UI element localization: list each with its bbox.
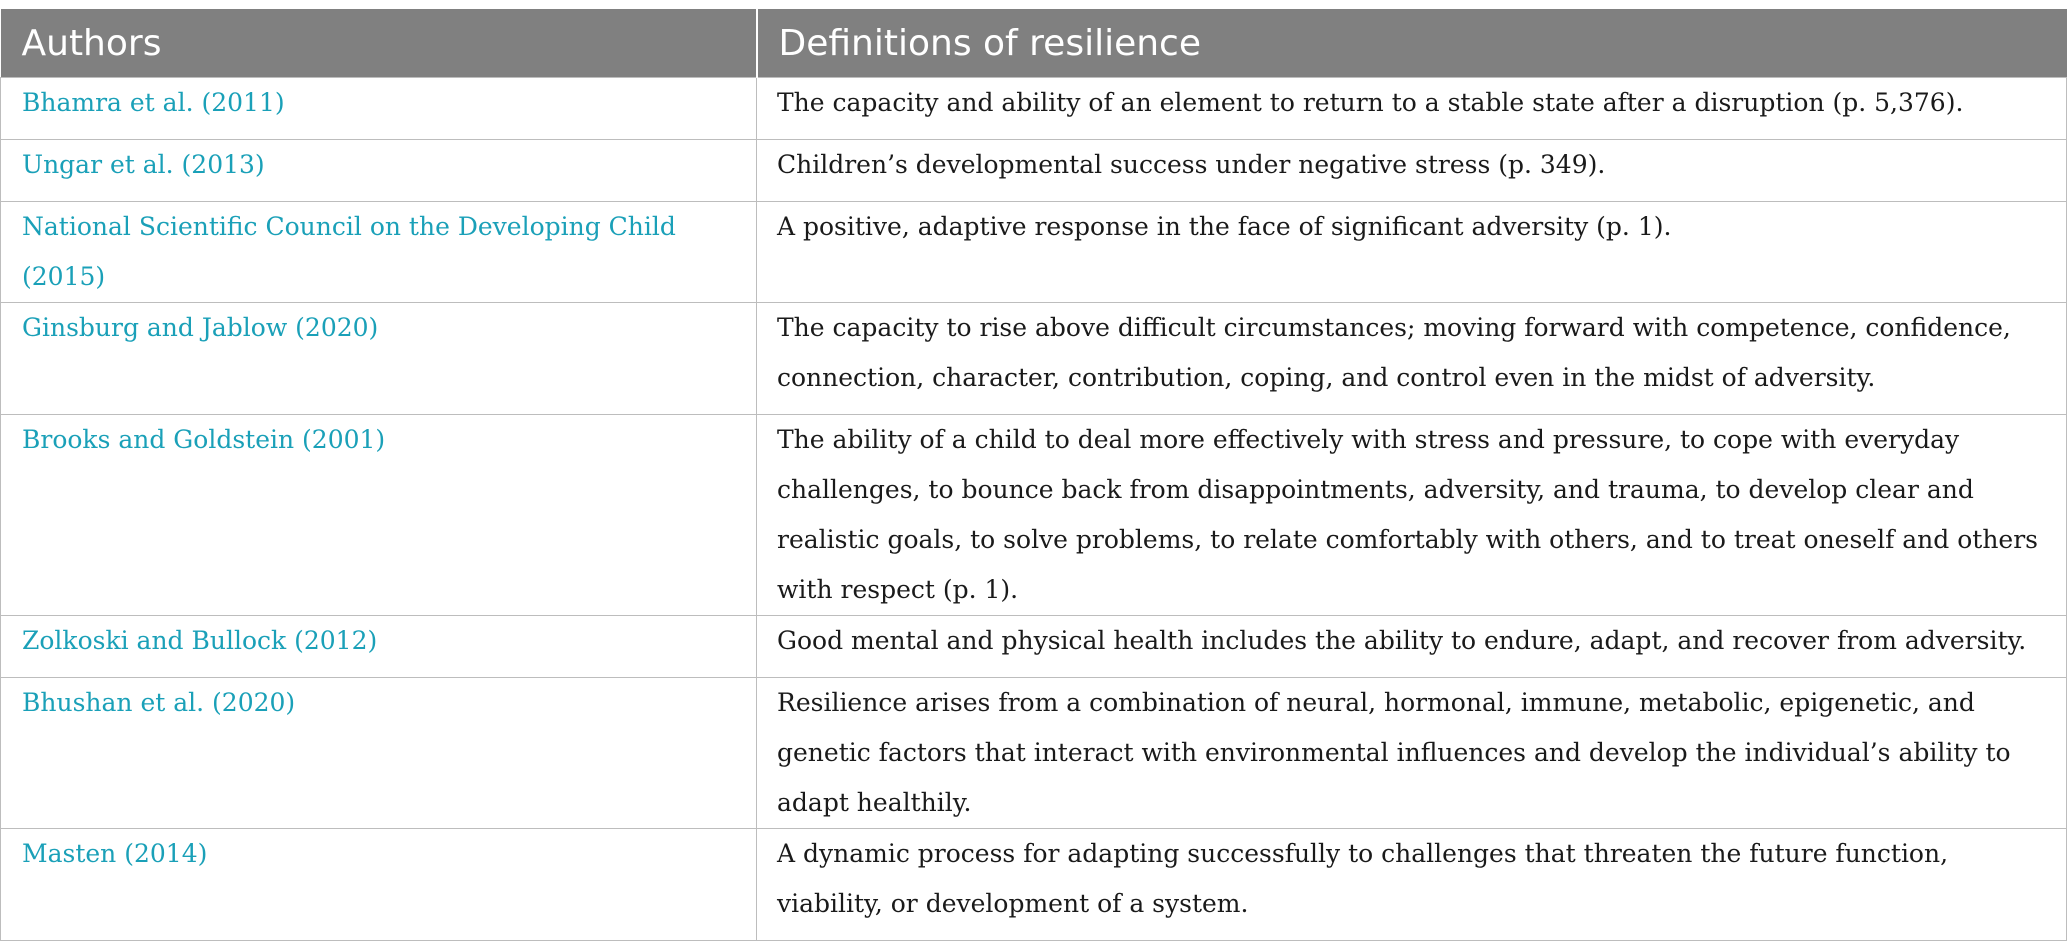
definition-cell [757,829,2067,941]
header-definitions: Definitions of resilience [757,9,2067,78]
author-text[interactable]: Brooks and Goldstein (2001) [22,425,386,454]
definition-text: Children’s developmental success under negative stress (p. 349). [777,150,1606,179]
author-link[interactable] [1,303,757,415]
author-link[interactable] [1,415,757,616]
definition-text: A dynamic process for adapting successfully to challenges that threaten the future function, viability, or development of a system. [777,839,1949,918]
header-authors: Authors [1,9,757,78]
author-link[interactable] [1,678,757,829]
definition-cell [757,202,2067,303]
table-row [1,303,2067,415]
author-text[interactable]: Ginsburg and Jablow (2020) [22,313,379,342]
definition-cell [757,616,2067,678]
definition-cell [757,303,2067,415]
table-row [1,202,2067,303]
table-row [1,415,2067,616]
author-link[interactable] [1,829,757,941]
author-text[interactable]: Masten (2014) [22,839,208,868]
author-text[interactable]: Bhushan et al. (2020) [22,688,296,717]
table-body [1,78,2067,941]
definition-text: The capacity and ability of an element to return to a stable state after a disruption (p. 5,376). [777,88,1964,117]
table-row [1,140,2067,202]
table-row [1,678,2067,829]
resilience-definitions-table [0,9,2067,941]
definition-cell [757,415,2067,616]
table-row [1,616,2067,678]
definition-cell [757,140,2067,202]
author-link[interactable] [1,78,757,140]
author-text[interactable]: National Scientific Council on the Developing Child (2015) [22,212,676,291]
table-row [1,78,2067,140]
author-text[interactable]: Zolkoski and Bullock (2012) [22,626,378,655]
author-text[interactable]: Ungar et al. (2013) [22,150,265,179]
definition-text: A positive, adaptive response in the face of significant adversity (p. 1). [777,212,1672,241]
author-text[interactable]: Bhamra et al. (2011) [22,88,285,117]
definitions-table [0,9,2067,941]
definition-cell [757,678,2067,829]
definition-cell [757,78,2067,140]
definition-text: Good mental and physical health includes the ability to endure, adapt, and recover from adversity. [777,626,2027,655]
author-link[interactable] [1,202,757,303]
definition-text: Resilience arises from a combination of neural, hormonal, immune, metabolic, epigenetic, and genetic factors that interact with environmental influences and develop the individual’s ability to adapt healthily. [777,688,2011,817]
author-link[interactable] [1,140,757,202]
definition-text: The ability of a child to deal more effectively with stress and pressure, to cope with everyday challenges, to bounce back from disappointments, adversity, and trauma, to develop clear and realistic goals, to solve problems, to relate comfortably with others, and to treat oneself and others with respect (p. 1). [777,425,2039,604]
author-link[interactable] [1,616,757,678]
table-header [1,9,2067,78]
table-row [1,829,2067,941]
definition-text: The capacity to rise above difficult circumstances; moving forward with competence, confidence, connection, character, contribution, coping, and control even in the midst of adversity. [777,313,2011,392]
header-row [1,9,2067,78]
